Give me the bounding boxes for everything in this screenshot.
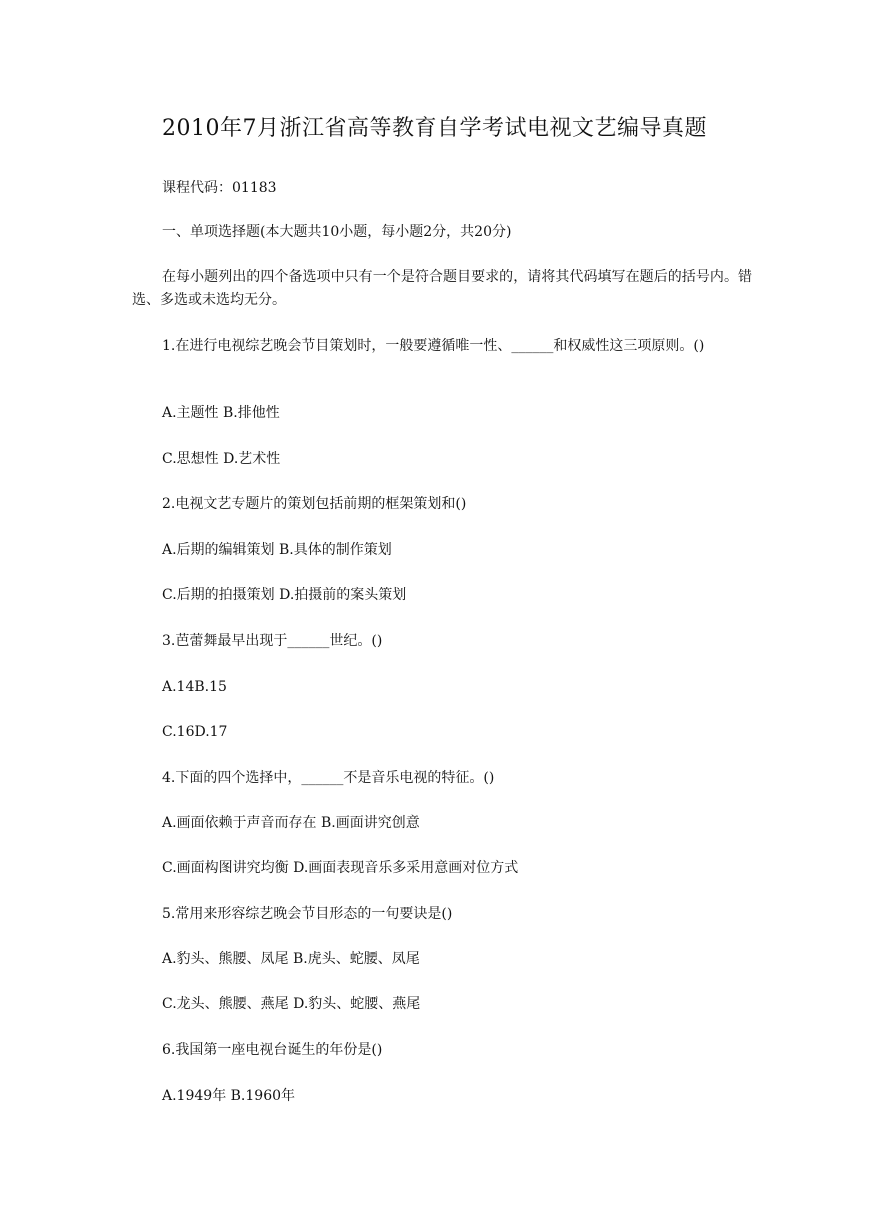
question-1-options-ab: A.主题性 B.排他性 bbox=[162, 405, 280, 421]
question-5-stem: 5.常用来形容综艺晚会节目形态的一句要诀是() bbox=[162, 906, 453, 922]
section-heading: 一、单项选择题(本大题共10小题，每小题2分，共20分) bbox=[162, 224, 512, 240]
question-2-options-ab: A.后期的编辑策划 B.具体的制作策划 bbox=[162, 542, 392, 558]
page-title: 2010年7月浙江省高等教育自学考试电视文艺编导真题 bbox=[162, 116, 707, 141]
question-4-stem: 4.下面的四个选择中，______不是音乐电视的特征。() bbox=[162, 770, 495, 786]
question-4-options-ab: A.画面依赖于声音而存在 B.画面讲究创意 bbox=[162, 815, 420, 831]
question-3-options-cd: C.16D.17 bbox=[162, 724, 228, 740]
question-5-options-ab: A.豹头、熊腰、凤尾 B.虎头、蛇腰、凤尾 bbox=[162, 951, 420, 967]
question-3-options-ab: A.14B.15 bbox=[162, 679, 227, 695]
question-3-stem: 3.芭蕾舞最早出现于______世纪。() bbox=[162, 633, 383, 649]
question-6-stem: 6.我国第一座电视台诞生的年份是() bbox=[162, 1042, 383, 1058]
question-2-options-cd: C.后期的拍摄策划 D.拍摄前的案头策划 bbox=[162, 587, 407, 603]
question-4-options-cd: C.画面构图讲究均衡 D.画面表现音乐多采用意画对位方式 bbox=[162, 860, 519, 876]
instructions: 在每小题列出的四个备选项中只有一个是符合题目要求的，请将其代码填写在题后的括号内。错选、多选或未选均无分。 bbox=[132, 269, 752, 308]
course-code: 课程代码：01183 bbox=[162, 180, 277, 196]
question-1-options-cd: C.思想性 D.艺术性 bbox=[162, 451, 281, 467]
question-2-stem: 2.电视文艺专题片的策划包括前期的框架策划和() bbox=[162, 496, 467, 512]
question-6-options-ab: A.1949年 B.1960年 bbox=[162, 1088, 296, 1104]
question-5-options-cd: C.龙头、熊腰、燕尾 D.豹头、蛇腰、燕尾 bbox=[162, 996, 421, 1012]
question-1-stem: 1.在进行电视综艺晚会节目策划时，一般要遵循唯一性、______和权威性这三项原则。() bbox=[162, 338, 705, 354]
